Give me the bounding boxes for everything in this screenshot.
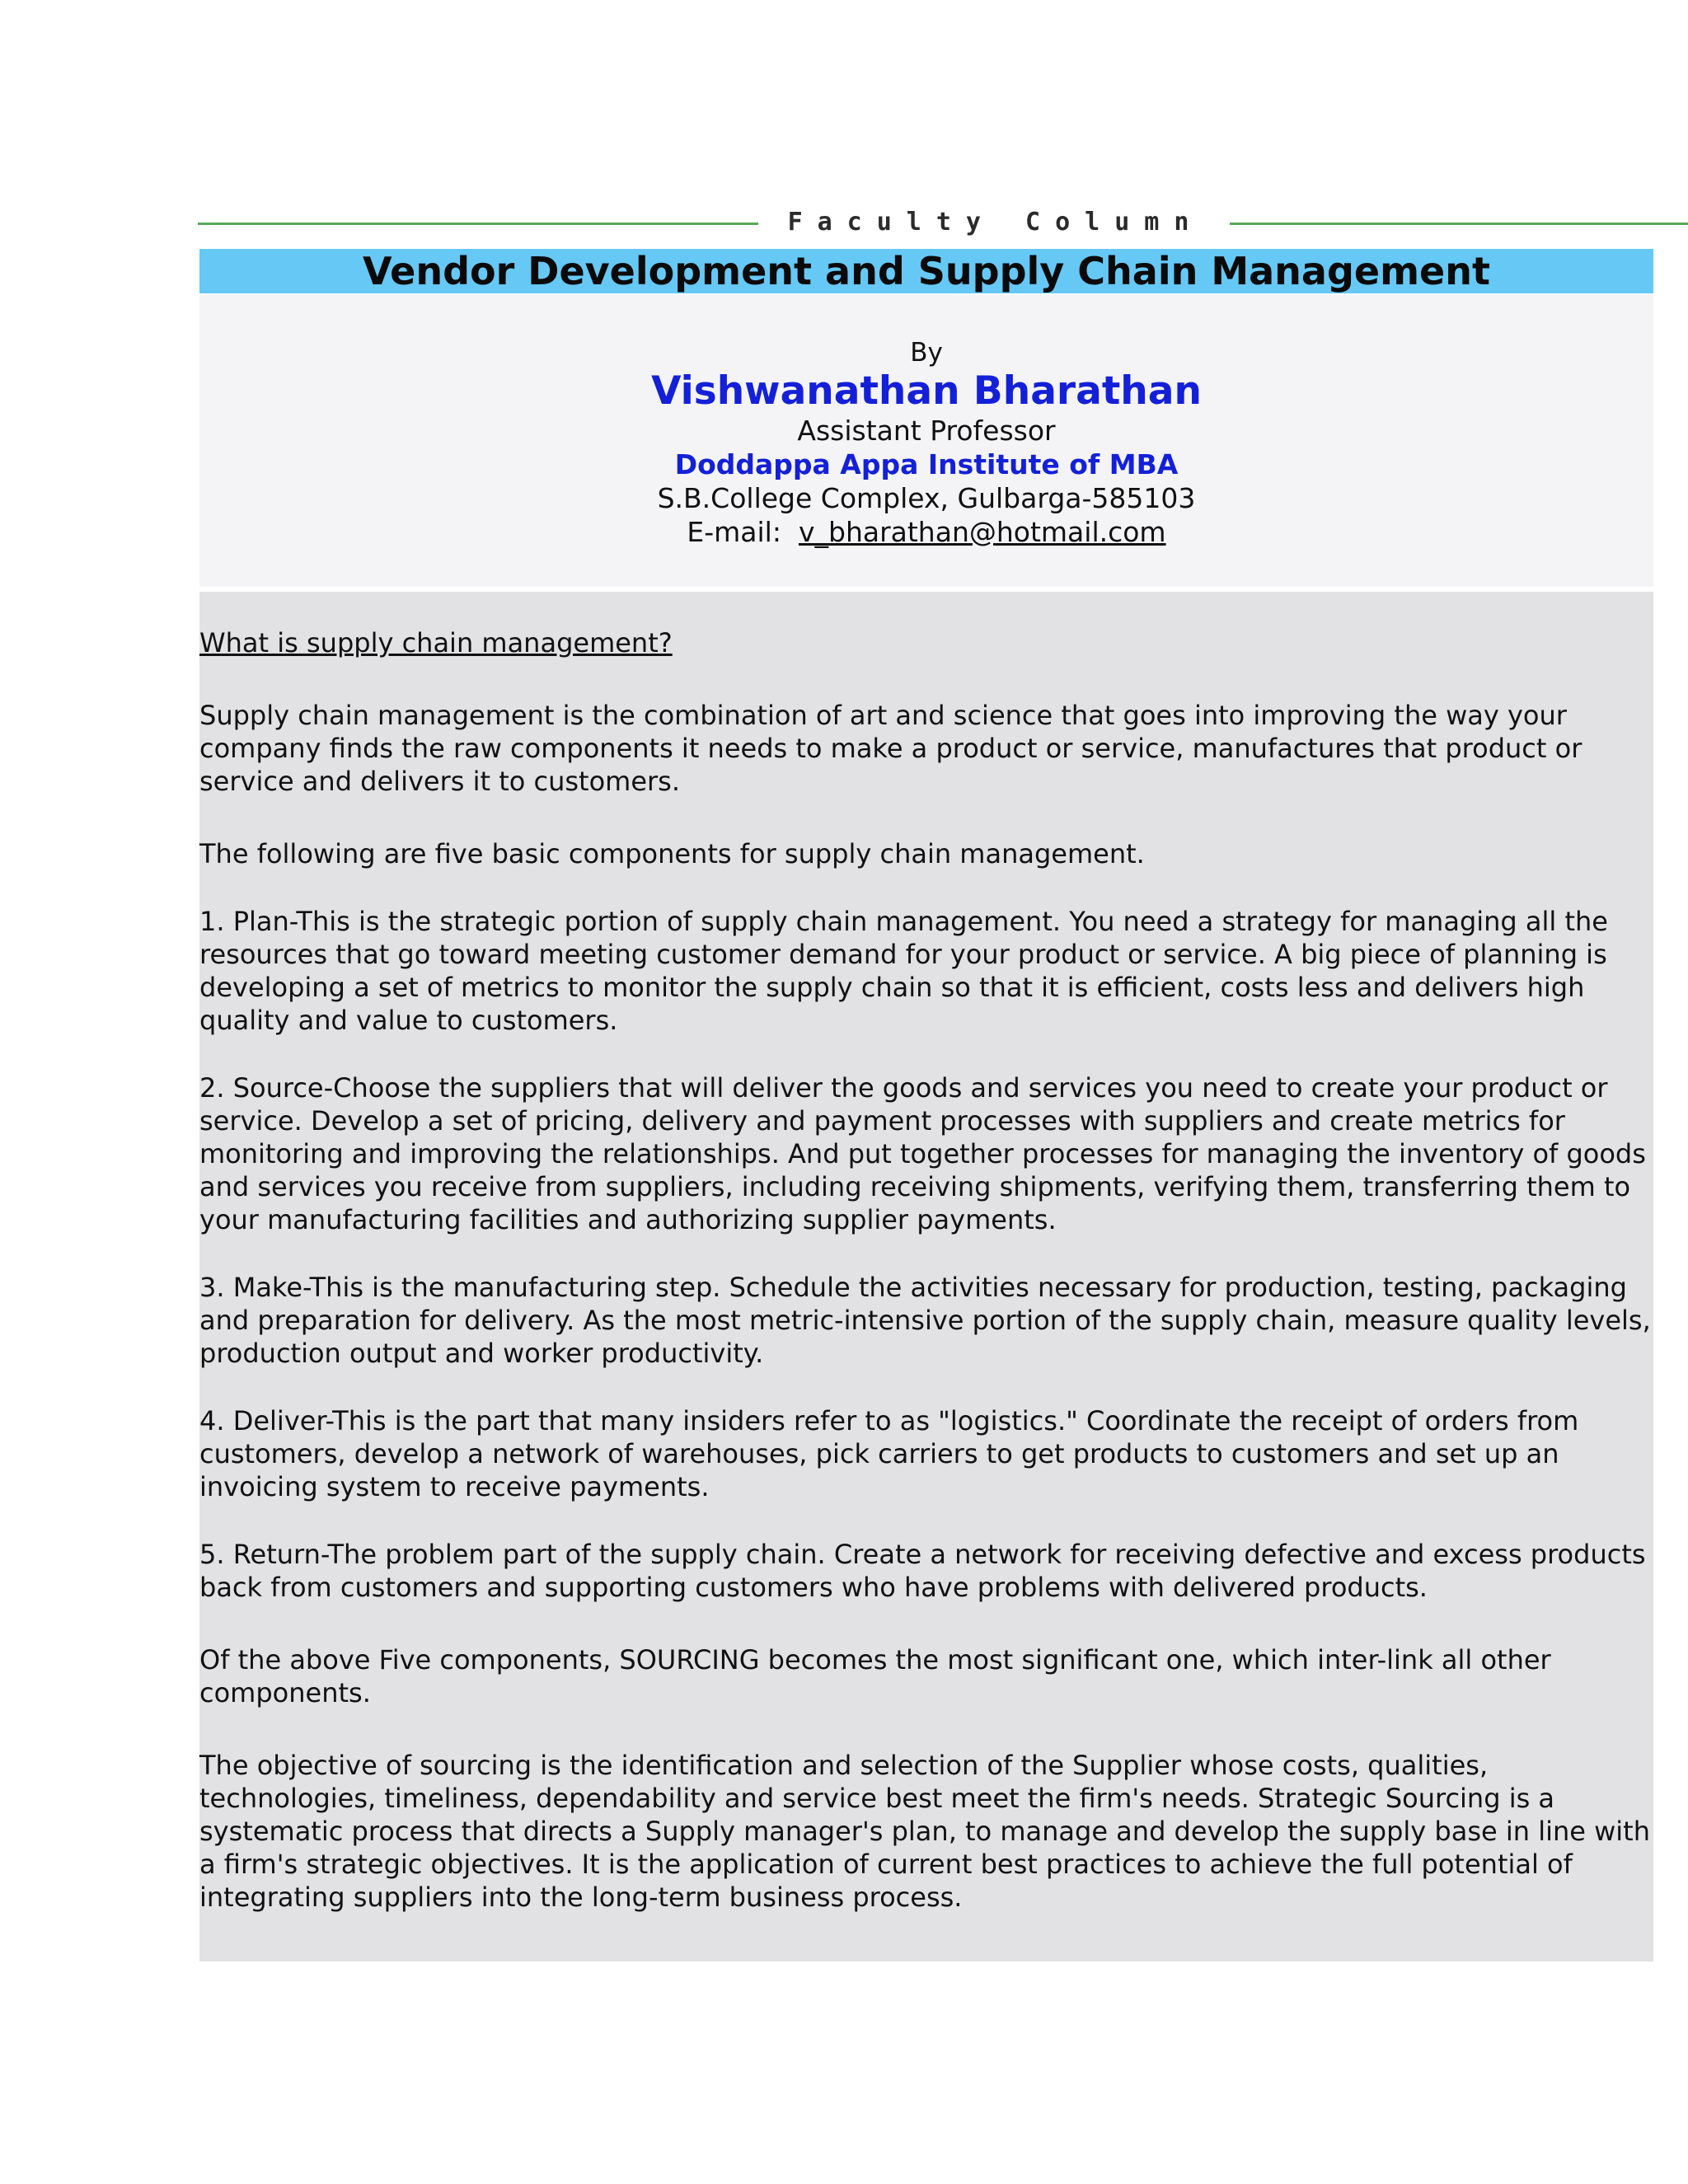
article-body-box [199,592,1653,1961]
author-name: Vishwanathan Bharathan [651,368,1202,414]
paragraph-components: The following are five basic components for supply chain management. [199,838,1145,869]
author-institute: Doddappa Appa Institute of MBA [674,448,1179,480]
email-link[interactable]: v_bharathan@hotmail.com [798,516,1166,548]
article-title: Vendor Development and Supply Chain Management [199,249,1653,293]
paragraph-intro: Supply chain management is the combination of art and science that goes into improving the way your company finds the raw components it needs to make a product or service, manufactures that product or service and delivers it to customers. [199,700,1582,797]
banner-label: Faculty Column [787,208,1204,237]
banner-rule-right [1230,223,1688,225]
paragraph-deliver: 4. Deliver-This is the part that many insiders refer to as "logistics." Coordinate the receipt of orders from customers, develop a network of warehouses, pick carriers to get products to customers and set up an invoicing system to receive payments. [199,1405,1579,1502]
paragraph-source: 2. Source-Choose the suppliers that will deliver the goods and services you need to create your product or service. Develop a set of pricing, delivery and payment processes with suppliers and create metrics for monitoring and improving the relationships. And put together processes for managing the inventory of goods and services you receive from suppliers, including receiving shipments, verifying them, transferring them to your manufacturing facilities and authorizing supplier payments. [199,1072,1646,1235]
paragraph-sourcing: Of the above Five components, SOURCING becomes the most significant one, which inter-link all other components. [199,1644,1551,1708]
paragraph-objective: The objective of sourcing is the identification and selection of the Supplier whose costs, qualities, technologies, timeliness, dependability and service best meet the firm's needs. Strategic Sourcing is a systematic process that directs a Supply manager's plan, to manage and develop the supply base in line with a firm's strategic objectives. It is the application of current best practices to achieve the full potential of integrating suppliers into the long-term business process. [199,1750,1650,1913]
article-content [199,626,1667,1914]
author-email-line [199,515,1653,549]
paragraph-make: 3. Make-This is the manufacturing step. Schedule the activities necessary for production, testing, packaging and preparation for delivery. As the most metric-intensive portion of the supply chain, measure quality levels, production output and worker productivity. [199,1272,1651,1369]
author-info-box [199,295,1653,587]
author-position: Assistant Professor [797,415,1056,447]
email-label: E-mail: [687,516,781,548]
by-label: By [910,338,943,368]
author-address: S.B.College Complex, Gulbarga-585103 [657,482,1196,514]
paragraph-plan: 1. Plan-This is the strategic portion of supply chain management. You need a strategy for managing all the resources that go toward meeting customer demand for your product or service. A big piece of planning is developing a set of metrics to monitor the supply chain so that it is efficient, costs less and delivers high quality and value to customers. [199,906,1608,1036]
banner-rule-left [198,223,758,225]
faculty-column-banner [198,204,1688,237]
paragraph-return: 5. Return-The problem part of the supply chain. Create a network for receiving defective and excess products back from customers and supporting customers who have problems with delivered products. [199,1539,1646,1603]
section-heading: What is supply chain management? [199,627,673,658]
